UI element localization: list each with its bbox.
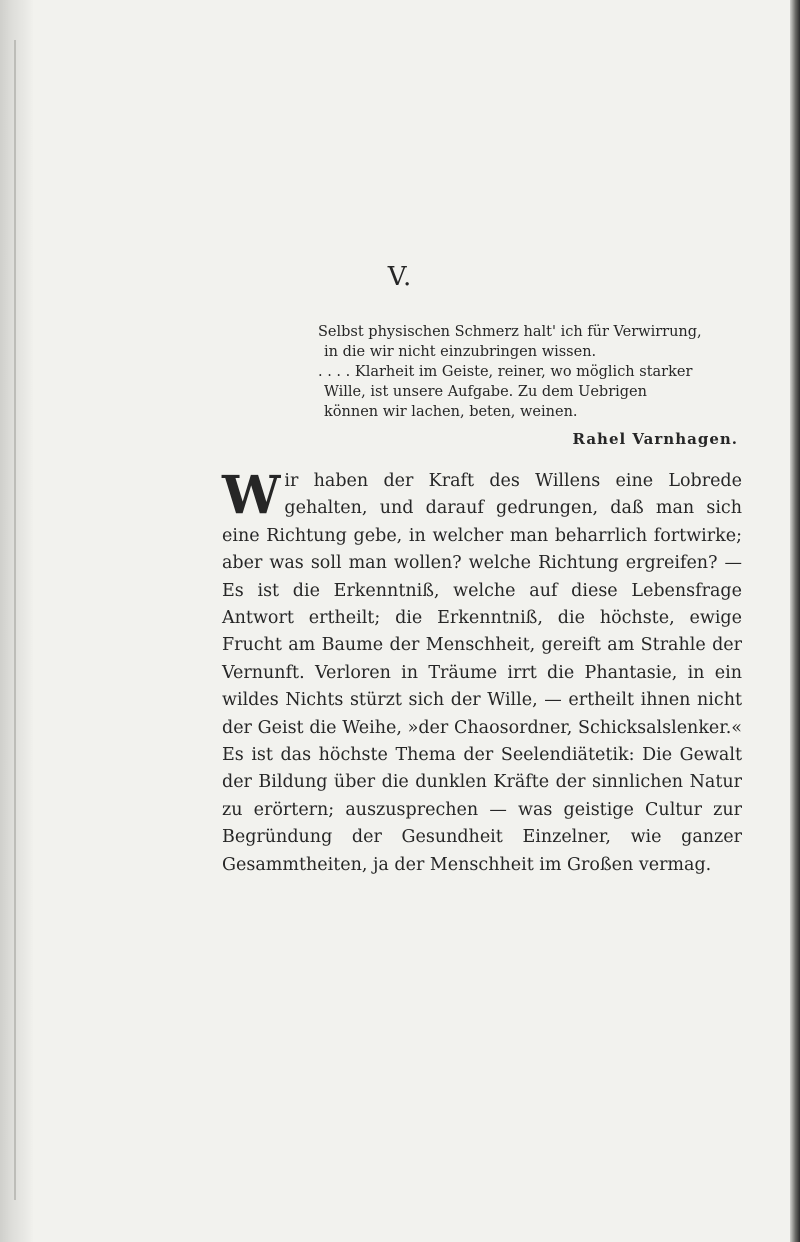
epigraph-line-2: in die wir nicht einzubringen wissen. <box>324 344 597 360</box>
chapter-number: V. <box>387 262 413 292</box>
drop-cap: W <box>222 465 281 526</box>
body-paragraph: ir haben der Kraft des Willens eine Lobrede gehalten, und darauf gedrungen, daß man sich eine Richtung gebe, in welcher man beharrlich fortwirke; aber was soll man wollen? welche Richtung ergreifen? — Es ist die Erkenntniß, welche auf diese Lebensfrage Antwort ertheilt; die Erkenntniß, die höchste, ewige Frucht am Baume der Menschheit, gereift am Strahle der Vernunft. Verloren in Träume irrt die Phantasie, in ein wildes Nichts stürzt sich der Wille, — ertheilt ihnen nicht der Geist die Weihe, »der Chaosordner, Schicksalslenker.« Es ist das höchste Thema der Seelendiätetik: Die Gewalt der Bildung über die dunklen Kräfte der sinnlichen Natur zu erörtern; auszusprechen — was geistige Cultur zur Begründung der Gesundheit Einzelner, wie ganzer Gesammtheiten, ja der Menschheit im Großen vermag. <box>222 471 742 875</box>
epigraph-line-3: . . . . Klarheit im Geiste, reiner, wo möglich starker <box>318 364 693 380</box>
book-gutter <box>0 0 34 1242</box>
epigraph <box>318 322 738 422</box>
epigraph-line-4: Wille, ist unsere Aufgabe. Zu dem Uebrigen <box>324 384 647 400</box>
epigraph-attribution: Rahel Varnhagen. <box>572 430 738 448</box>
page-edge-shadow <box>790 0 800 1242</box>
chapter-body <box>222 465 742 879</box>
epigraph-line-5: können wir lachen, beten, weinen. <box>324 404 578 420</box>
gutter-shadow-line <box>14 40 16 1200</box>
epigraph-line-1: Selbst physischen Schmerz halt' ich für Verwirrung, <box>318 324 702 340</box>
